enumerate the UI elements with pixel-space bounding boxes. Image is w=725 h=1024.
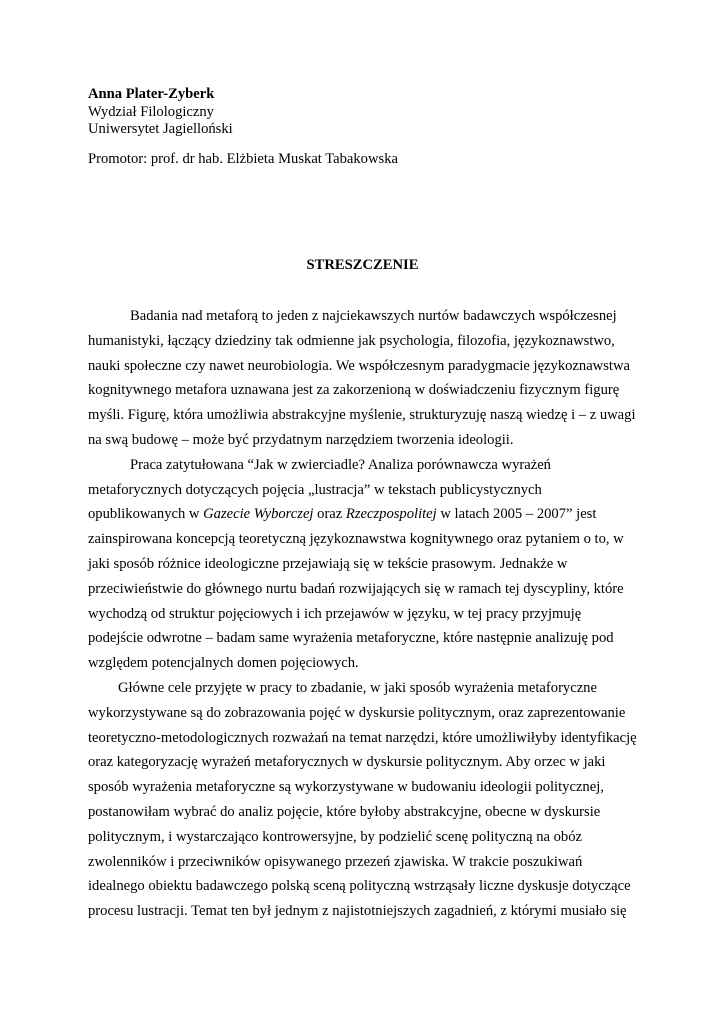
text-line: sposób wyrażenia metaforyczne są wykorzystywane w budowaniu ideologii politycznej, <box>88 779 604 796</box>
text-line: Główne cele przyjęte w pracy to zbadanie, w jaki sposób wyrażenia metaforyczne <box>118 679 597 696</box>
text-line-with-titles <box>88 502 652 527</box>
text-run: oraz <box>313 506 346 523</box>
university-name: Uniwersytet Jagielloński <box>88 121 233 137</box>
author-block <box>88 86 233 139</box>
paragraph-3 <box>88 676 652 924</box>
text-line: zwolenników i przeciwników opisywanego przezeń zjawiska. W trakcie poszukiwań <box>88 853 583 870</box>
text-line: względem potencjalnych domen pojęciowych. <box>88 655 359 672</box>
text-line: na swą budowę – może być przydatnym narzędziem tworzenia ideologii. <box>88 431 514 448</box>
text-line: wychodzą od struktur pojęciowych i ich przejawów w języku, w tej pracy przyjmuję <box>88 605 582 622</box>
abstract-body <box>88 304 652 924</box>
text-line: podejście odwrotne – badam same wyrażenia metaforyczne, które następnie analizuję pod <box>88 630 614 647</box>
text-line: nauki społeczne czy nawet neurobiologia. We współczesnym paradygmacie językoznawstwa <box>88 357 630 374</box>
text-line: teoretyczno-metodologicznych rozważań na temat narzędzi, które umożliwiłyby identyfikację <box>88 729 637 746</box>
paragraph-1 <box>88 304 652 453</box>
text-line: zainspirowana koncepcją teoretyczną językoznawstwa kognitywnego oraz pytaniem o to, w <box>88 531 624 548</box>
text-line: Badania nad metaforą to jeden z najciekawszych nurtów badawczych współczesnej <box>130 308 617 324</box>
newspaper-title: Rzeczpospolitej <box>345 506 437 523</box>
promotor-line: Promotor: prof. dr hab. Elżbieta Muskat Tabakowska <box>88 151 398 167</box>
author-name: Anna Plater-Zyberk <box>88 86 215 102</box>
text-run: w latach 2005 – 2007” jest <box>436 506 597 523</box>
faculty-name: Wydział Filologiczny <box>88 103 214 120</box>
text-run: opublikowanych w <box>88 506 204 523</box>
text-line: przeciwieństwie do głównego nurtu badań rozwijających się w ramach tej dyscypliny, które <box>88 580 624 597</box>
text-line: wykorzystywane są do zobrazowania pojęć w dyskursie politycznym, oraz zaprezentowanie <box>88 704 626 721</box>
paragraph-2 <box>88 453 652 676</box>
text-line: myśli. Figurę, która umożliwia abstrakcyjne myślenie, strukturyzuję naszą wiedzę i – z uwagi <box>88 407 636 424</box>
text-line: jaki sposób różnice ideologiczne przejawiają się w tekście prasowym. Jednakże w <box>88 555 568 572</box>
text-line: metaforycznych dotyczących pojęcia „lustracja” w tekstach publicystycznych <box>88 481 542 498</box>
text-line: procesu lustracji. Temat ten był jednym z najistotniejszych zagadnień, z którymi musiało się <box>88 903 627 920</box>
text-line: humanistyki, łączący dziedziny tak odmienne jak psychologia, filozofia, językoznawstwo, <box>88 332 615 349</box>
text-line: oraz kategoryzację wyrażeń metaforycznych w dyskursie politycznym. Aby orzec w jaki <box>88 754 606 771</box>
text-line: kognitywnego metafora uznawana jest za zakorzenioną w doświadczeniu fizycznym figurę <box>88 382 620 399</box>
text-line: Praca zatytułowana “Jak w zwierciadle? Analiza porównawcza wyrażeń <box>130 456 551 473</box>
newspaper-title: Gazecie Wyborczej <box>203 506 314 523</box>
text-line: postanowiłam wybrać do analiz pojęcie, które byłoby abstrakcyjne, obecne w dyskursie <box>88 803 601 820</box>
text-line: idealnego obiektu badawczego polską sceną polityczną wstrząsały liczne dyskusje dotyczące <box>88 878 631 895</box>
page-title: STRESZCZENIE <box>306 257 419 273</box>
text-line: politycznym, i wystarczająco kontrowersyjne, by podzielić scenę polityczną na obóz <box>88 828 582 845</box>
